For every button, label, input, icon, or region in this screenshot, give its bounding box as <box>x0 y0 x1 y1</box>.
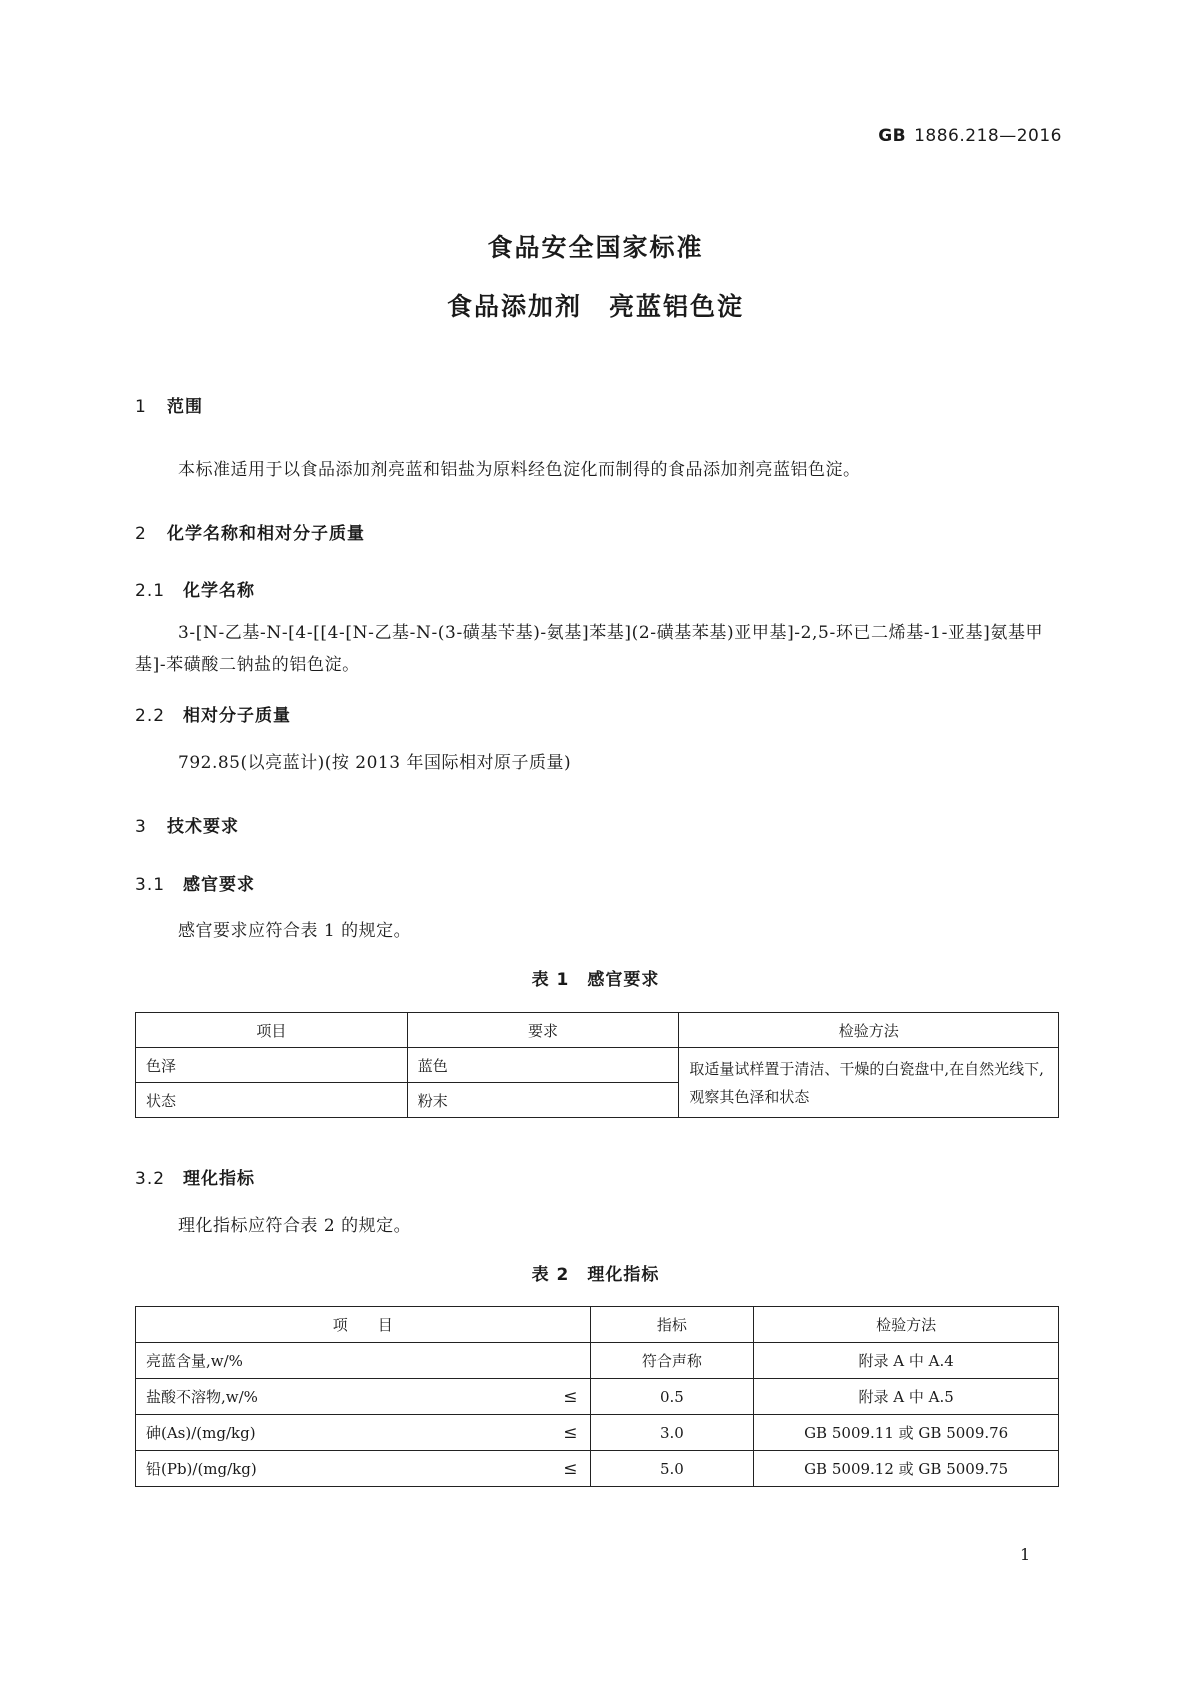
table-row <box>136 1048 1059 1083</box>
standard-code: 1886.218—2016 <box>914 126 1062 146</box>
section-2-2-body: 792.85(以亮蓝计)(按 2013 年国际相对原子质量) <box>178 753 572 773</box>
section-1-body: 本标准适用于以食品添加剂亮蓝和铝盐为原料经色淀化而制得的食品添加剂亮蓝铝色淀。 <box>178 460 861 480</box>
document-title: 食品安全国家标准 <box>487 233 704 262</box>
section-3-1-heading <box>135 870 255 895</box>
table-2-physicochemical <box>135 1306 1059 1487</box>
section-3-2-heading <box>135 1164 255 1189</box>
table-header-cell: 项目 <box>136 1013 408 1048</box>
table-cell-item <box>136 1415 591 1451</box>
section-number: 2 <box>135 524 147 544</box>
section-title: 感官要求 <box>183 875 255 895</box>
section-title: 化学名称 <box>183 581 255 601</box>
section-number: 1 <box>135 397 147 417</box>
comparison-symbol: ≤ <box>563 1386 578 1407</box>
section-title: 范围 <box>167 397 203 417</box>
table-header-cell: 要求 <box>407 1013 679 1048</box>
table-cell-value: 符合声称 <box>590 1343 754 1379</box>
section-2-1-body: 3-[N-乙基-N-[4-[[4-[N-乙基-N-(3-磺基苄基)-氨基]苯基](2-磺基苯基)亚甲基]-2,5-环已二烯基-1-亚基]氨基甲基]-苯磺酸二钠盐的铝色淀。 <box>135 623 1044 675</box>
section-3-heading <box>135 812 239 837</box>
item-label: 铅(Pb)/(mg/kg) <box>146 1460 257 1478</box>
table-cell-requirement: 蓝色 <box>407 1048 679 1083</box>
caption-title: 感官要求 <box>587 970 660 990</box>
table-1-sensory <box>135 1012 1059 1118</box>
section-2-2-heading <box>135 701 291 726</box>
section-number: 2.1 <box>135 581 166 601</box>
table-row <box>136 1415 1059 1451</box>
section-2-1-heading <box>135 576 255 601</box>
table-header-cell: 检验方法 <box>754 1307 1059 1343</box>
table-cell-method: GB 5009.12 或 GB 5009.75 <box>754 1451 1059 1487</box>
page-number: 1 <box>1020 1545 1031 1564</box>
table-cell-method: 附录 A 中 A.4 <box>754 1343 1059 1379</box>
table-header-row <box>136 1307 1059 1343</box>
table-cell-value: 0.5 <box>590 1379 754 1415</box>
table-header-cell: 指标 <box>590 1307 754 1343</box>
standard-number <box>878 126 1062 146</box>
table-header-cell: 项 目 <box>136 1307 591 1343</box>
table-cell-item: 状态 <box>136 1083 408 1118</box>
table-row <box>136 1451 1059 1487</box>
standard-prefix: GB <box>878 126 907 146</box>
table-row <box>136 1343 1059 1379</box>
section-number: 3.2 <box>135 1169 166 1189</box>
caption-label: 表 2 <box>531 1265 570 1285</box>
section-2-heading <box>135 519 365 544</box>
table-cell-method: 附录 A 中 A.5 <box>754 1379 1059 1415</box>
table-cell-item: 色泽 <box>136 1048 408 1083</box>
table-header-row <box>136 1013 1059 1048</box>
section-number: 3 <box>135 817 147 837</box>
table-1-caption <box>0 965 1191 990</box>
section-number: 2.2 <box>135 706 166 726</box>
item-label: 亮蓝含量,w/% <box>146 1352 243 1370</box>
comparison-symbol: ≤ <box>563 1458 578 1479</box>
section-3-2-body: 理化指标应符合表 2 的规定。 <box>178 1216 412 1236</box>
section-title: 技术要求 <box>167 817 239 837</box>
section-title: 理化指标 <box>183 1169 255 1189</box>
table-cell-item <box>136 1343 591 1379</box>
table-cell-value: 3.0 <box>590 1415 754 1451</box>
section-number: 3.1 <box>135 875 166 895</box>
item-label: 盐酸不溶物,w/% <box>146 1388 258 1406</box>
item-label: 砷(As)/(mg/kg) <box>146 1424 256 1442</box>
section-title: 相对分子质量 <box>183 706 291 726</box>
table-cell-method: GB 5009.11 或 GB 5009.76 <box>754 1415 1059 1451</box>
table-cell-value: 5.0 <box>590 1451 754 1487</box>
caption-label: 表 1 <box>531 970 570 990</box>
comparison-symbol: ≤ <box>563 1422 578 1443</box>
section-3-1-body: 感官要求应符合表 1 的规定。 <box>178 921 412 941</box>
section-title: 化学名称和相对分子质量 <box>167 524 365 544</box>
table-2-caption <box>0 1260 1191 1285</box>
table-cell-method: 取适量试样置于清洁、干燥的白瓷盘中,在自然光线下,观察其色泽和状态 <box>679 1048 1059 1118</box>
caption-title: 理化指标 <box>587 1265 660 1285</box>
table-header-cell: 检验方法 <box>679 1013 1059 1048</box>
document-subtitle: 食品添加剂 亮蓝铝色淀 <box>446 292 744 321</box>
table-row <box>136 1379 1059 1415</box>
table-cell-item <box>136 1451 591 1487</box>
table-cell-item <box>136 1379 591 1415</box>
table-cell-requirement: 粉末 <box>407 1083 679 1118</box>
section-1-heading <box>135 392 203 417</box>
